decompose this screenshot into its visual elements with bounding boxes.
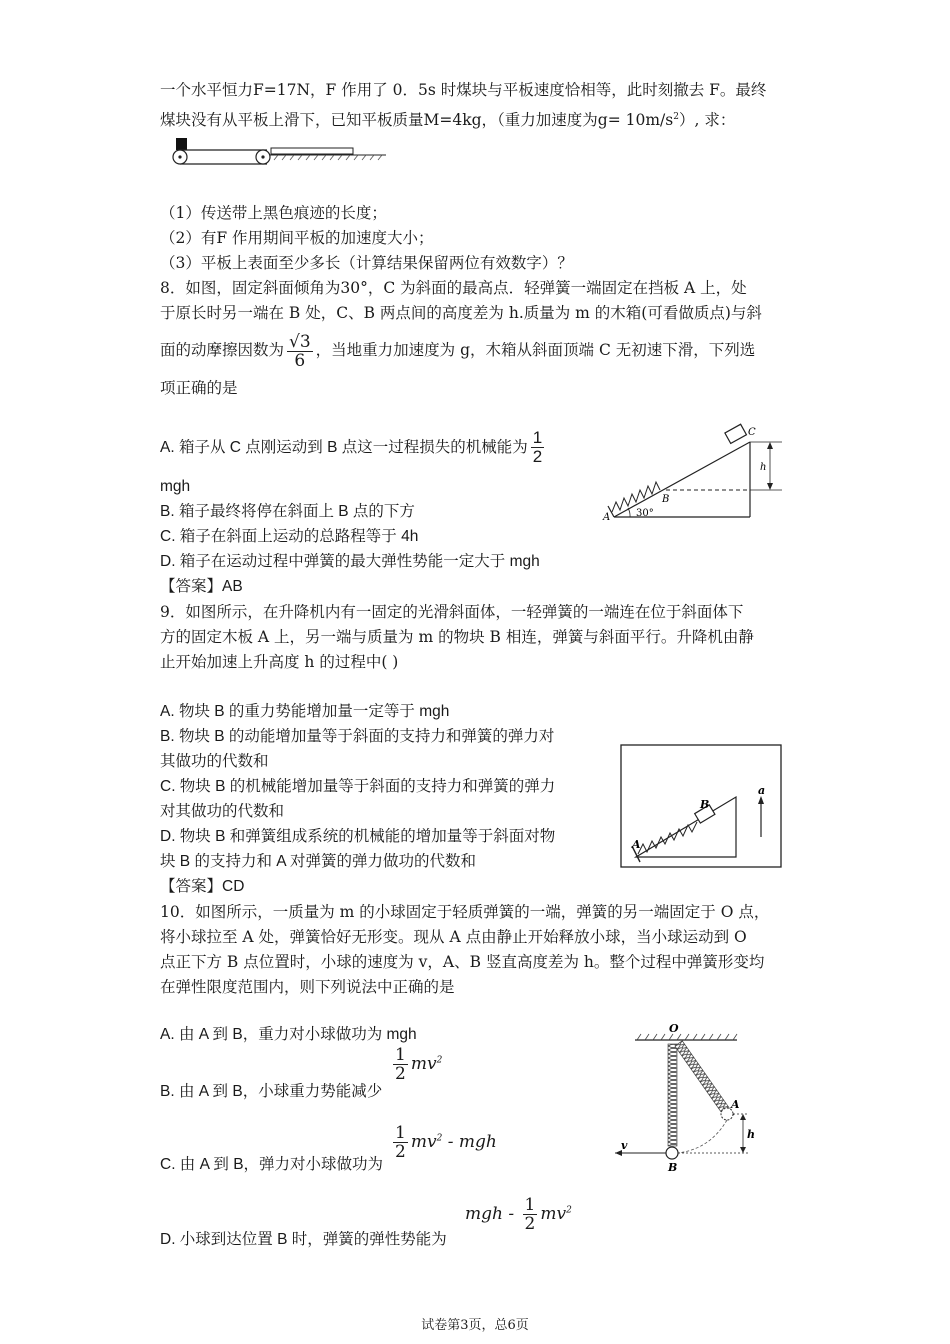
friction-fraction: $\frac{√3}{6}$ bbox=[289, 331, 311, 371]
q10-option-c: C. 由 A 到 B，弹力对小球做功为 bbox=[160, 1156, 384, 1173]
q10-d-math: mgh - $\frac{1}{2}$ $mv^2$ bbox=[465, 1195, 572, 1234]
spring-pendulum-figure bbox=[615, 1024, 775, 1174]
q10-option-b: B. 由 A 到 B，小球重力势能减少 bbox=[160, 1083, 383, 1100]
label-a: A bbox=[632, 838, 641, 851]
q9-line-3: 止开始加速上升高度 h 的过程中( ) bbox=[160, 653, 399, 671]
q8-option-a: A. 箱子从 C 点刚运动到 B 点这一过程损失的机械能为 $\frac{1}{2}$ bbox=[160, 428, 543, 467]
label-a: A bbox=[603, 512, 611, 523]
q9-line-1: 9．如图所示，在升降机内有一固定的光滑斜面体，一轻弹簧的一端连在位于斜面体下 bbox=[160, 603, 744, 621]
q8-line-2: 于原长时另一端在 B 处，C、B 两点间的高度差为 h.质量为 m 的木箱(可看做质点)与斜 bbox=[160, 304, 762, 322]
q8-line-4: 项正确的是 bbox=[160, 379, 238, 397]
q7-line-1: 一个水平恒力F=17N，F 作用了 0．5s 时煤块与平板速度恰相等，此时刻撤去 F。最终 bbox=[160, 81, 767, 99]
q9-line-2: 方的固定木板 A 上，另一端与质量为 m 的物块 B 相连，弹簧与斜面平行。升降机由静 bbox=[160, 628, 754, 646]
q10-b-math: $\frac{1}{2}$ $mv^2$ bbox=[395, 1045, 443, 1084]
q10-option-a: A. 由 A 到 B，重力对小球做功为 mgh bbox=[160, 1026, 417, 1043]
q9-option-c: C. 物块 B 的机械能增加量等于斜面的支持力和弹簧的弹力 bbox=[160, 778, 556, 795]
q10-line-2: 将小球拉至 A 处，弹簧恰好无形变。现从 A 点由静止开始释放小球，当小球运动到 O bbox=[160, 928, 747, 946]
conveyor-figure bbox=[170, 134, 390, 170]
elevator-figure bbox=[618, 742, 788, 870]
q10-c-math: $\frac{1}{2}$ $mv^2$ - mgh bbox=[395, 1123, 497, 1162]
label-accel: a bbox=[758, 784, 766, 797]
vertical-spring bbox=[668, 1044, 677, 1146]
page-footer: 试卷第3页，总6页 bbox=[421, 1318, 529, 1333]
q9-option-b-cont: 其做功的代数和 bbox=[160, 753, 269, 770]
ball-b bbox=[666, 1147, 678, 1159]
q10-line-4: 在弹性限度范围内，则下列说法中正确的是 bbox=[160, 978, 455, 996]
coal-block bbox=[176, 138, 187, 150]
q7-sub-3: （3）平板上表面至少多长（计算结果保留两位有效数字）？ bbox=[160, 254, 573, 272]
incline-figure bbox=[600, 420, 790, 525]
q8-answer: 【答案】AB bbox=[160, 578, 243, 595]
label-angle: 30° bbox=[636, 508, 654, 519]
q8-option-a-cont: mgh bbox=[160, 478, 191, 495]
label-b: B bbox=[700, 798, 710, 811]
q7-sub-1: （1）传送带上黑色痕迹的长度； bbox=[160, 204, 387, 222]
label-c: C bbox=[748, 427, 756, 438]
q8-line-3: 面的动摩擦因数为 $\frac{√3}{6}$ ，当地重力加速度为 g，木箱从斜面顶端 C 无初速下滑，下列选 bbox=[160, 331, 756, 371]
box bbox=[725, 424, 747, 443]
q7-line-2: 煤块没有从平板上滑下，已知平板质量M=4kg，（重力加速度为$g= 10m/s^2$）, 求： bbox=[160, 111, 736, 130]
q9-option-c-cont: 对其做功的代数和 bbox=[160, 803, 285, 820]
label-h: h bbox=[760, 462, 767, 473]
label-b: B bbox=[662, 494, 670, 505]
label-o: O bbox=[669, 1024, 679, 1035]
q9-option-a: A. 物块 B 的重力势能增加量一定等于 mgh bbox=[160, 703, 450, 720]
q8-option-b: B. 箱子最终将停在斜面上 B 点的下方 bbox=[160, 503, 415, 520]
q9-option-b: B. 物块 B 的动能增加量等于斜面的支持力和弹簧的弹力对 bbox=[160, 728, 555, 745]
q9-option-d-cont: 块 B 的支持力和 A 对弹簧的弹力做功的代数和 bbox=[160, 853, 477, 870]
label-b: B bbox=[668, 1161, 678, 1174]
q8-option-d: D. 箱子在运动过程中弹簧的最大弹性势能一定大于 mgh bbox=[160, 553, 540, 570]
label-v: v bbox=[621, 1139, 628, 1152]
q10-line-1: 10．如图所示，一质量为 m 的小球固定于轻质弹簧的一端，弹簧的另一端固定于 O 点， bbox=[160, 903, 770, 921]
q8-option-c: C. 箱子在斜面上运动的总路程等于 4h bbox=[160, 528, 419, 545]
q8-line-1: 8．如图，固定斜面倾角为30°，C 为斜面的最高点．轻弹簧一端固定在挡板 A 上，处 bbox=[160, 279, 747, 297]
q9-answer: 【答案】CD bbox=[160, 878, 245, 895]
label-a: A bbox=[731, 1098, 740, 1111]
q10-option-d: D. 小球到达位置 B 时，弹簧的弹性势能为 bbox=[160, 1231, 447, 1248]
q10-line-3: 点正下方 B 点位置时，小球的速度为 v，A、B 竖直高度差为 h。整个过程中弹簧形变均 bbox=[160, 953, 765, 971]
q9-option-d: D. 物块 B 和弹簧组成系统的机械能的增加量等于斜面对物 bbox=[160, 828, 556, 845]
plank bbox=[271, 148, 353, 154]
label-h: h bbox=[747, 1128, 755, 1141]
q7-sub-2: （2）有F 作用期间平板的加速度大小； bbox=[160, 229, 434, 247]
